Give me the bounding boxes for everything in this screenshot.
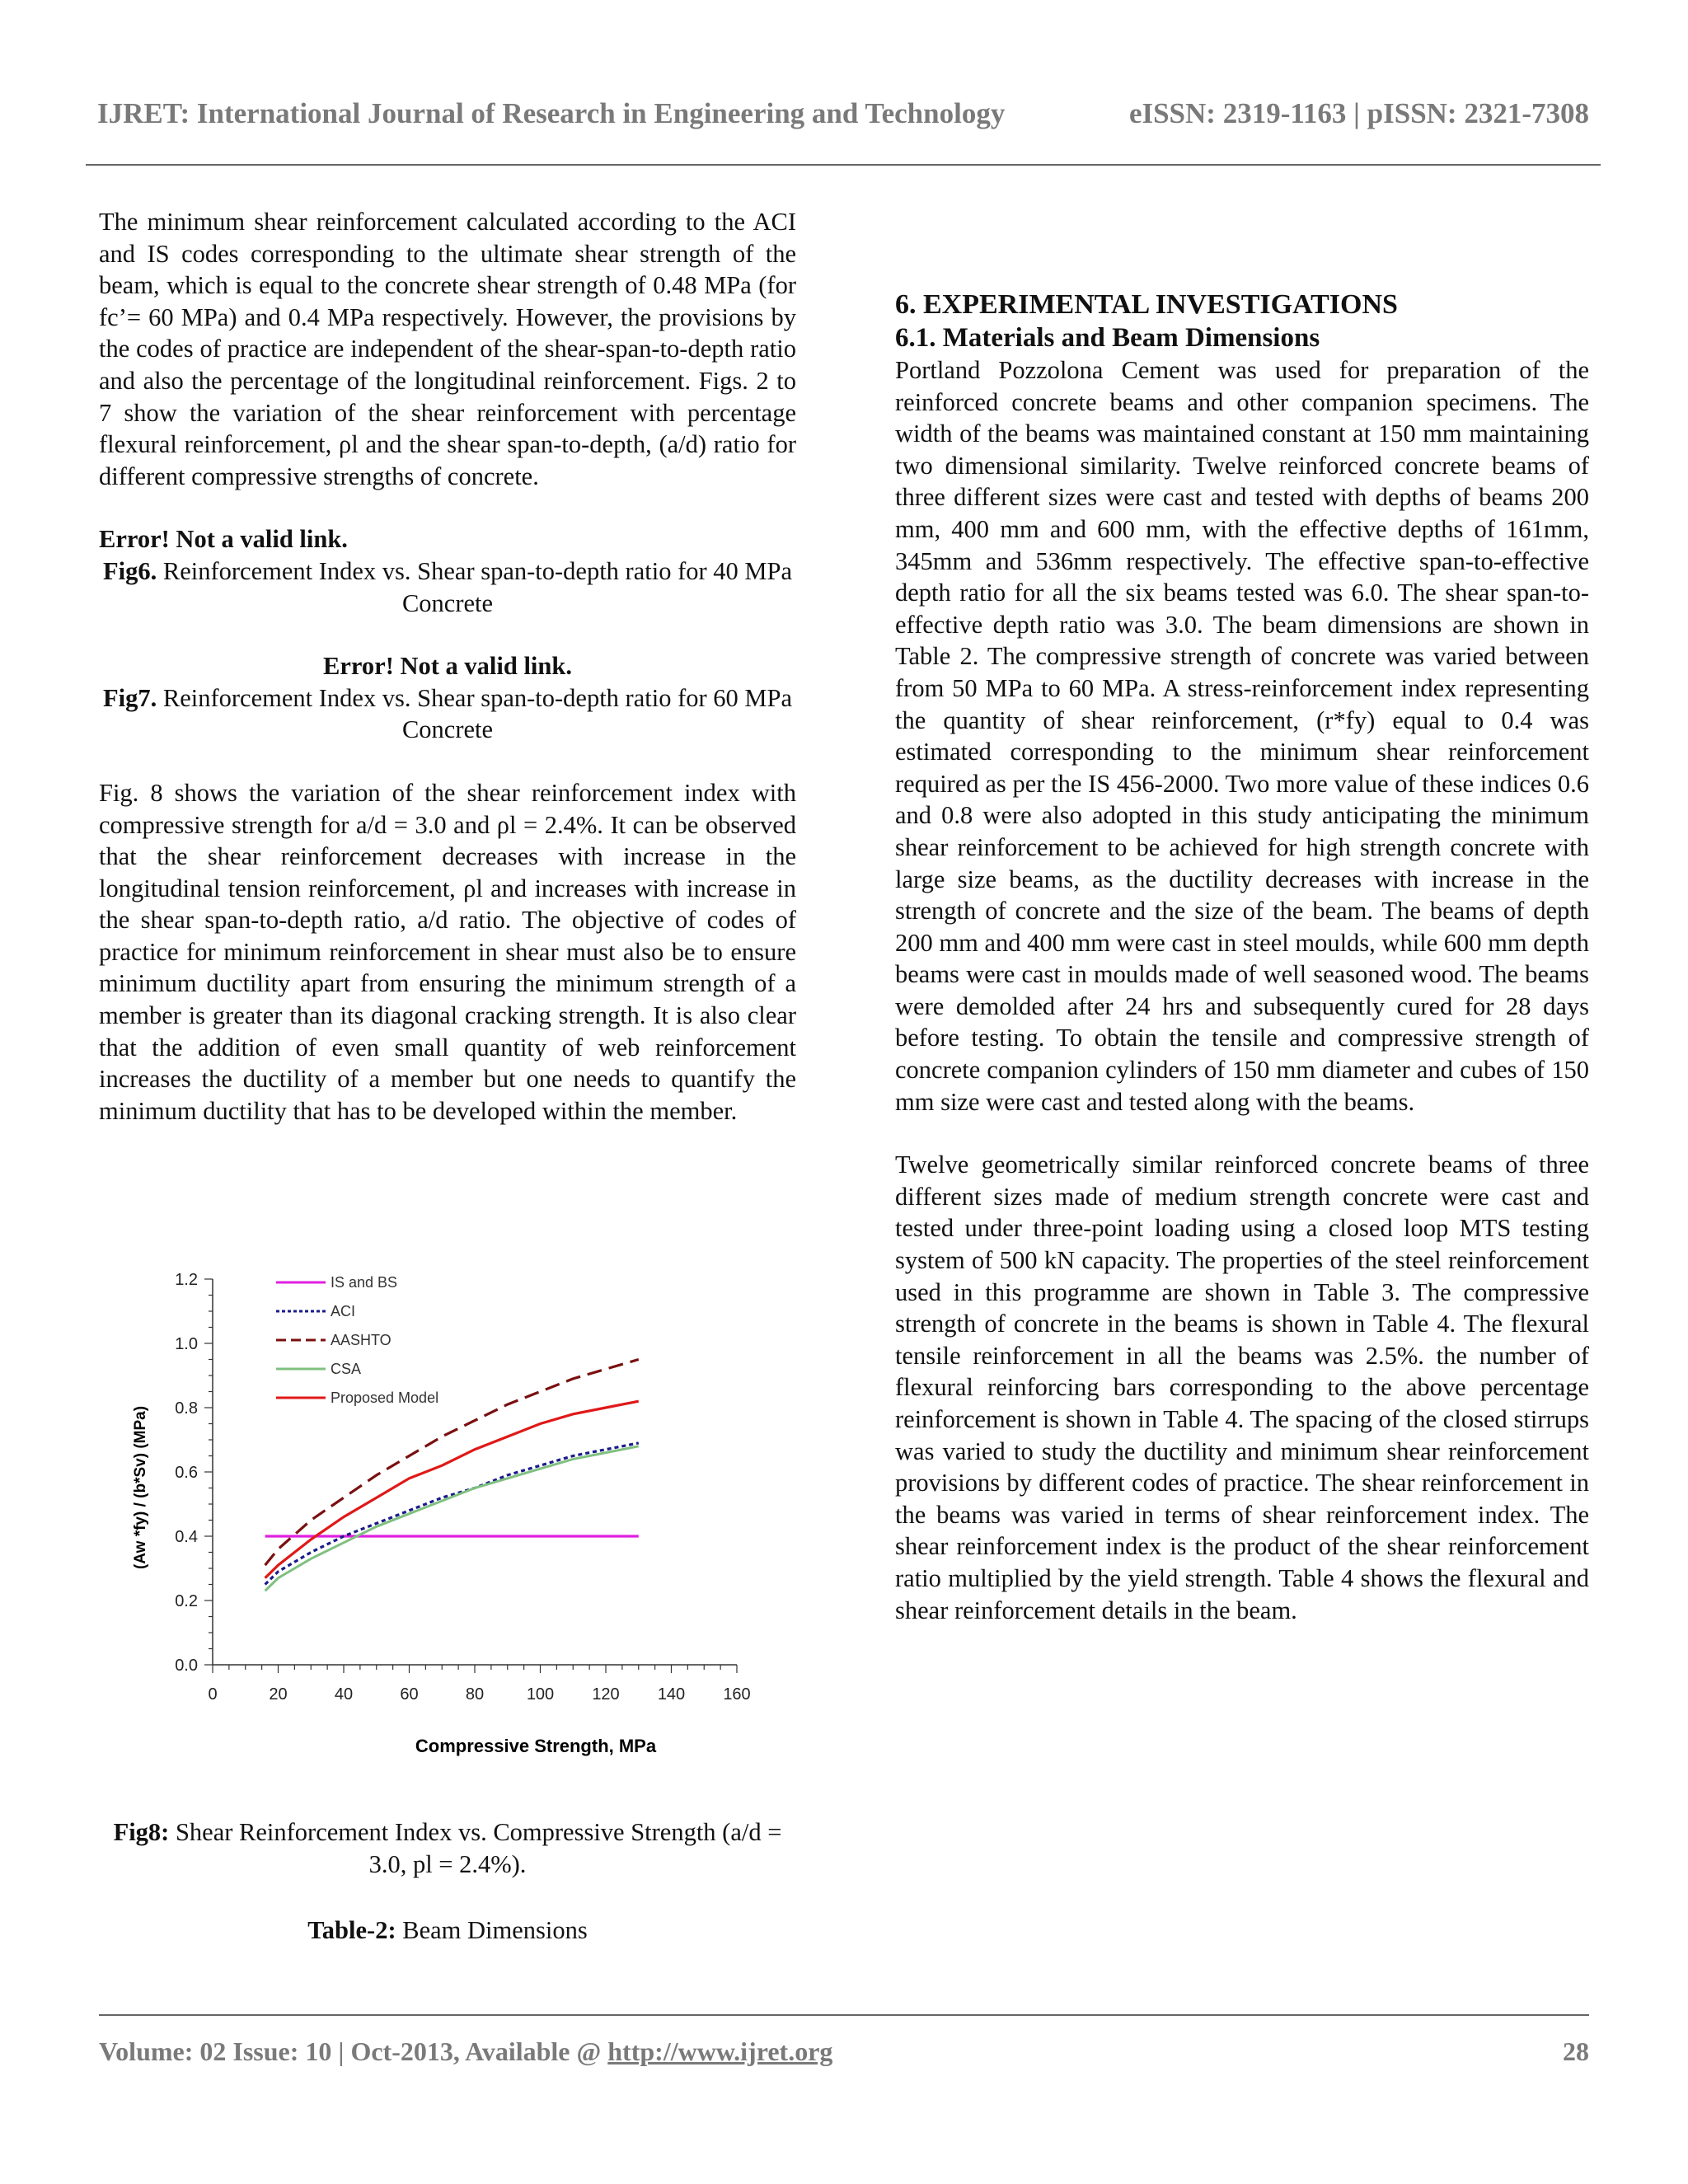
- fig7-label: Fig7.: [103, 683, 157, 712]
- y-tick-label: 1.0: [175, 1335, 198, 1353]
- x-tick-label: 0: [208, 1685, 218, 1704]
- journal-link[interactable]: http://www.ijret.org: [607, 2036, 833, 2066]
- header-rule: [86, 164, 1601, 166]
- page-footer: [99, 2036, 1589, 2067]
- legend-label: AASHTO: [331, 1332, 392, 1348]
- fig6-label: Fig6.: [103, 556, 157, 585]
- legend-label: Proposed Model: [331, 1390, 439, 1406]
- fig7-caption: [99, 682, 796, 746]
- table2-text: Beam Dimensions: [396, 1916, 588, 1945]
- table2-caption: [99, 1915, 796, 1947]
- chart-legend: [276, 1274, 438, 1406]
- legend-label: IS and BS: [331, 1274, 398, 1291]
- fig8-chart: [124, 1261, 767, 1772]
- fig6-caption: [99, 555, 796, 619]
- legend-label: ACI: [331, 1303, 356, 1319]
- footer-text: Volume: 02 Issue: 10 | Oct-2013, Available @: [99, 2036, 608, 2066]
- series-line-aashto: [265, 1360, 639, 1566]
- table2-label: Table-2:: [307, 1916, 396, 1945]
- x-tick-label: 40: [334, 1685, 354, 1704]
- fig8-caption-block: [99, 1816, 796, 1947]
- section-heading: 6. EXPERIMENTAL INVESTIGATIONS: [895, 289, 1398, 320]
- right-paragraph-2: Twelve geometrically similar reinforced concrete beams of three different sizes made of medium strength concrete were cast and tested under three-point loading using a closed loop MTS testing system of 500 kN capacity. The properties of the steel reinforcement used in this programme are shown in Table 3. The compressive strength of concrete in the beams is shown in Table 4. The flexural tensile reinforcement in all the beams was 2.5%. the number of flexural reinforcing bars corresponding to the above percentage reinforcement is shown in Table 4. The spacing of the closed stirrups was varied to study the ductility and minimum shear reinforcement provisions by different codes of practice. The shear reinforcement in the beams was varied in terms of shear reinforcement index. The shear reinforcement index is the product of the shear reinforcement ratio multiplied by the yield strength. Table 4 shows the flexural and shear reinforcement details in the beam.: [895, 1151, 1589, 1624]
- x-tick-label: 80: [465, 1685, 485, 1704]
- page-header: [97, 97, 1589, 130]
- x-tick-label: 60: [400, 1685, 419, 1704]
- subsection-heading: 6.1. Materials and Beam Dimensions: [895, 323, 1320, 353]
- x-tick-label: 20: [269, 1685, 288, 1704]
- fig8-label: Fig8:: [113, 1818, 170, 1846]
- footer-rule: [99, 2014, 1589, 2016]
- right-paragraph-1: Portland Pozzolona Cement was used for preparation of the reinforced concrete beams and other companion specimens. The width of the beams was maintained constant at 150 mm maintaining two dimensional similarity. Twelve reinforced concrete beams of three different sizes were cast and tested with depths of beams 200 mm, 400 mm and 600 mm, with the effective depths of 161mm, 345mm and 536mm respectively. The effective span-to-effective depth ratio for all the six beams tested was 6.0. The shear span-to-effective depth ratio was 3.0. The beam dimensions are shown in Table 2. The compressive strength of concrete was varied between from 50 MPa to 60 MPa. A stress-reinforcement index representing the quantity of shear reinforcement, (r*fy) equal to 0.4 was estimated corresponding to the minimum shear reinforcement required as per the IS 456-2000. Two more value of these indices 0.6 and 0.8 were also adopted in this study anticipating the minimum shear reinforcement to be achieved for high strength concrete with large size beams, as the ductility decreases with increase in the strength of concrete and the size of the beam. The beams of depth 200 mm and 400 mm were cast in steel moulds, while 600 mm depth beams were cast in moulds made of well seasoned wood. The beams were demolded after 24 hrs and subsequently cured for 28 days before testing. To obtain the tensile and compressive strength of concrete companion cylinders of 150 mm diameter and cubes of 150 mm size were cast and tested along with the beams.: [895, 356, 1590, 1116]
- left-paragraph-2: Fig. 8 shows the variation of the shear reinforcement index with compressive strength for a/d = 3.0 and ρl = 2.4%. It can be observed that the shear reinforcement decreases with increase in the longitudinal tension reinforcement, ρl and increases with increase in the shear span-to-depth ratio, a/d ratio. The objective of codes of practice for minimum reinforcement in shear must also be to ensure minimum ductility apart from ensuring the minimum strength of a member is greater than its diagonal cracking strength. It is also clear that the addition of even small quantity of web reinforcement increases the ductility of a member but one needs to quantify the minimum ductility that has to be developed within the member.: [99, 778, 796, 1125]
- x-tick-label: 160: [723, 1685, 751, 1704]
- fig8-text: Shear Reinforcement Index vs. Compressive Strength (a/d = 3.0, pl = 2.4%).: [169, 1818, 782, 1878]
- left-paragraph-1: The minimum shear reinforcement calculated according to the ACI and IS codes corresponding to the ultimate shear strength of the beam, which is equal to the concrete shear strength of 0.48 MPa (for fc’= 60 MPa) and 0.4 MPa respectively. However, the provisions by the codes of practice are independent of the shear-span-to-depth ratio and also the percentage of the longitudinal reinforcement. Figs. 2 to 7 show the variation of the shear reinforcement with percentage flexural reinforcement, ρl and the shear span-to-depth, (a/d) ratio for different compressive strengths of concrete.: [99, 208, 796, 490]
- error-link-2: Error! Not a valid link.: [323, 652, 572, 681]
- y-tick-label: 0.2: [175, 1592, 198, 1610]
- error-link-1: Error! Not a valid link.: [99, 525, 348, 554]
- y-tick-label: 1.2: [175, 1271, 198, 1289]
- journal-title: IJRET: International Journal of Research in Engineering and Technology: [97, 97, 1006, 129]
- fig7-text: Reinforcement Index vs. Shear span-to-depth ratio for 60 MPa Concrete: [157, 683, 792, 744]
- x-tick-label: 120: [592, 1685, 620, 1704]
- y-tick-label: 0.0: [175, 1657, 198, 1675]
- series-line-proposed-model: [265, 1401, 639, 1578]
- page-number: 28: [1563, 2036, 1589, 2066]
- chart-series: [265, 1360, 639, 1591]
- legend-label: CSA: [331, 1361, 362, 1377]
- series-line-csa: [265, 1446, 639, 1591]
- y-axis-label: (Aw *fy) / (b*Sv) (MPa): [132, 1405, 149, 1570]
- left-column: [99, 206, 796, 1127]
- right-column: [895, 288, 1589, 1626]
- fig6-text: Reinforcement Index vs. Shear span-to-depth ratio for 40 MPa Concrete: [157, 556, 792, 617]
- x-tick-label: 140: [657, 1685, 686, 1704]
- chart-axes: [175, 1271, 751, 1704]
- fig8-caption: [99, 1816, 796, 1880]
- y-tick-label: 0.6: [175, 1464, 198, 1482]
- x-axis-label: Compressive Strength, MPa: [415, 1736, 657, 1756]
- y-tick-label: 0.8: [175, 1399, 198, 1418]
- y-tick-label: 0.4: [175, 1528, 198, 1546]
- x-tick-label: 100: [526, 1685, 555, 1704]
- issn: eISSN: 2319-1163 | pISSN: 2321-7308: [1128, 97, 1589, 129]
